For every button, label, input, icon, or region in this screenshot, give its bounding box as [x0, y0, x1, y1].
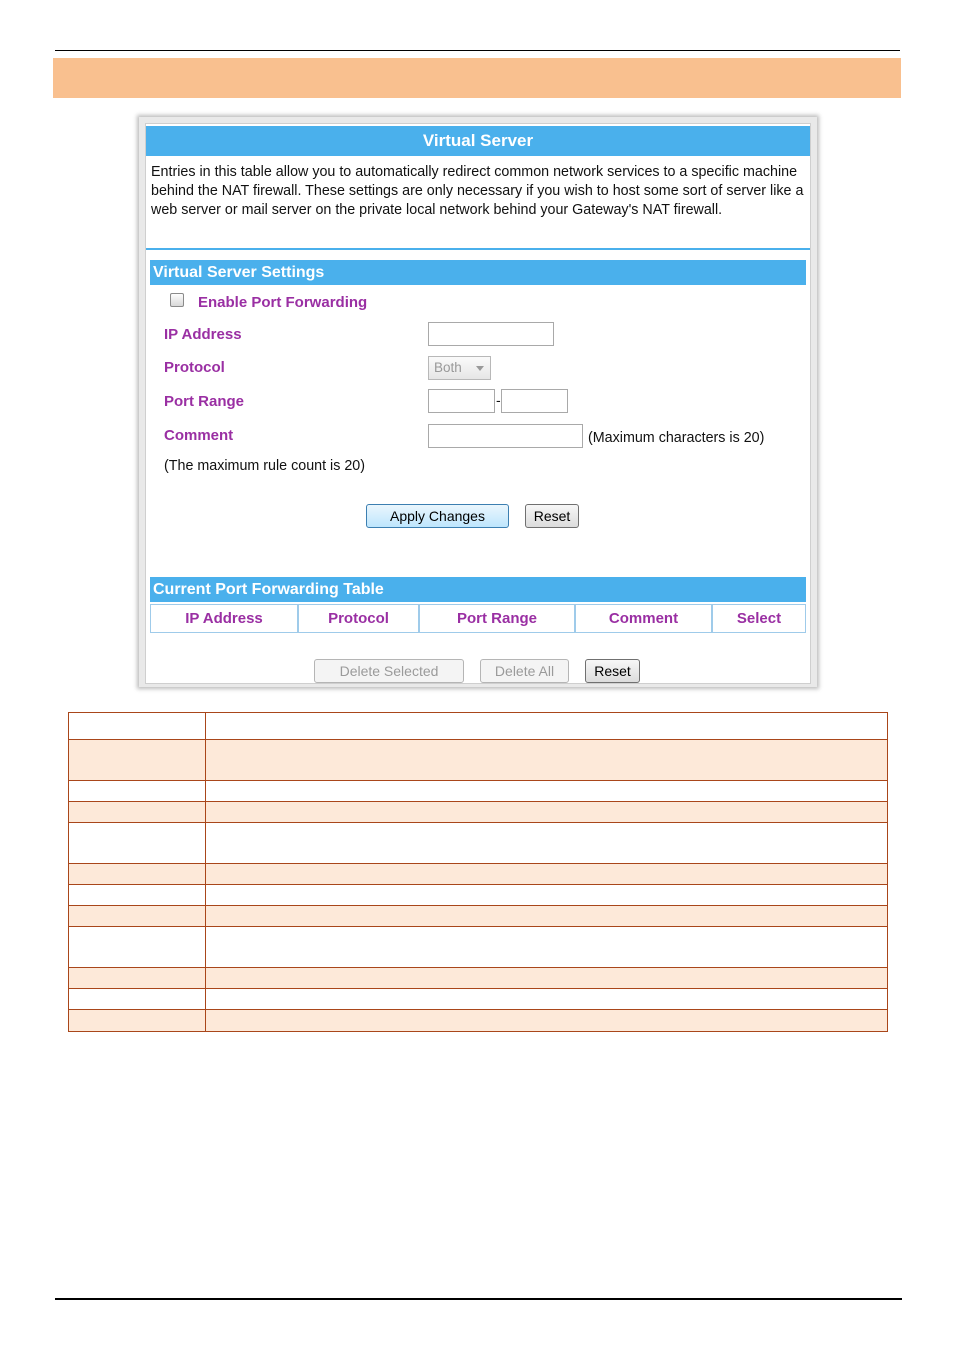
port-range-dash: - — [496, 392, 501, 408]
port-range-label: Port Range — [164, 393, 245, 410]
comment-input[interactable] — [428, 424, 583, 448]
column-port-range: Port Range — [420, 605, 576, 632]
protocol-select[interactable] — [428, 356, 491, 380]
table-row — [69, 864, 887, 885]
port-range-from-input[interactable] — [428, 389, 495, 413]
footer-rule — [55, 1298, 902, 1300]
panel-title: Virtual Server — [146, 126, 810, 156]
chevron-down-icon — [476, 366, 484, 371]
enable-port-forwarding-label: Enable Port Forwarding — [198, 294, 368, 311]
intro-text: Entries in this table allow you to automatically redirect common network services to a specific machine behind the NAT firewall. These settings are only necessary if you wish to host some sort of server like a web server or mail server on the private local network behind your Gateway's NAT firewall. — [151, 164, 804, 218]
table-row — [69, 885, 887, 906]
forwarding-table-columns — [150, 604, 806, 633]
settings-reset-button[interactable]: Reset — [525, 504, 579, 528]
table-row — [69, 713, 887, 740]
column-select: Select — [736, 610, 782, 627]
intro-divider — [146, 248, 810, 250]
table-row — [69, 989, 887, 1010]
table-row — [69, 823, 887, 864]
virtual-server-panel — [145, 123, 811, 684]
table-row — [69, 802, 887, 823]
forwarding-table-header: Current Port Forwarding Table — [150, 577, 806, 602]
max-rule-note: (The maximum rule count is 20) — [164, 458, 366, 474]
column-comment: Comment — [576, 605, 713, 632]
settings-header: Virtual Server Settings — [150, 260, 806, 285]
delete-all-button[interactable]: Delete All — [480, 659, 569, 683]
table-row — [69, 740, 887, 781]
screenshot-frame — [139, 117, 817, 687]
port-range-to-input[interactable] — [501, 389, 568, 413]
table-row — [69, 1010, 887, 1031]
table-row — [69, 781, 887, 802]
ip-address-input[interactable] — [428, 322, 554, 346]
protocol-label: Protocol — [164, 359, 225, 376]
enable-port-forwarding-checkbox[interactable] — [170, 293, 184, 307]
protocol-selected-value: Both — [434, 360, 462, 375]
table-row — [69, 968, 887, 989]
table-row — [69, 906, 887, 927]
ip-address-label: IP Address — [164, 326, 242, 343]
comment-label: Comment — [164, 427, 234, 444]
description-table — [68, 712, 888, 1032]
apply-changes-button[interactable]: Apply Changes — [366, 504, 509, 528]
delete-selected-button[interactable]: Delete Selected — [314, 659, 464, 683]
column-protocol: Protocol — [299, 605, 420, 632]
table-row — [69, 927, 887, 968]
column-ip-address: IP Address — [151, 605, 299, 632]
comment-hint: (Maximum characters is 20) — [588, 430, 765, 446]
header-rule — [55, 50, 900, 51]
section-heading-bar — [53, 58, 901, 98]
table-reset-button[interactable]: Reset — [585, 659, 640, 683]
